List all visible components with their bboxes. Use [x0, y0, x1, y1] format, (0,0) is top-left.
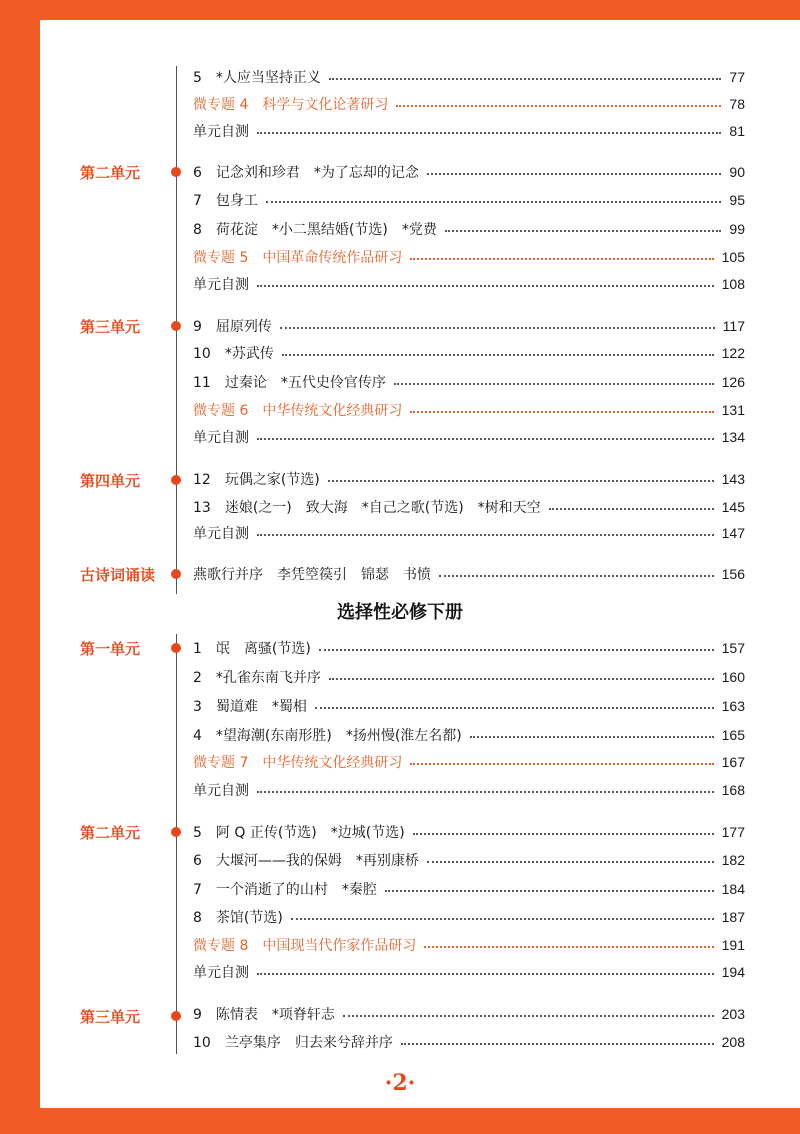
toc-entry[interactable]: [193, 696, 745, 716]
toc-entry-page: 122: [721, 345, 745, 361]
toc-entry[interactable]: [193, 907, 745, 927]
toc-entry-page: 77: [729, 69, 745, 85]
unit-label: 第一单元: [80, 639, 141, 658]
dot-leader: [424, 946, 713, 948]
toc-entry[interactable]: [193, 219, 745, 239]
toc-entry-page: 184: [721, 881, 745, 897]
unit-marker-dot: [171, 643, 181, 653]
toc-entry-title: 5 阿 Q 正传(节选) *边城(节选): [193, 825, 405, 841]
toc-entry[interactable]: [193, 247, 745, 267]
toc-entry[interactable]: [193, 67, 745, 87]
unit-label: 第四单元: [80, 471, 141, 490]
dot-leader: [410, 763, 713, 765]
unit-marker-dot: [171, 475, 181, 485]
toc-entry-title: 微专题 4 科学与文化论著研习: [193, 97, 389, 113]
dot-leader: [257, 534, 714, 536]
dot-leader: [410, 258, 713, 260]
toc-entry-page: 78: [729, 96, 745, 112]
toc-entry-title: 4 *望海潮(东南形胜) *扬州慢(淮左名都): [193, 728, 462, 744]
toc-entry-page: 187: [721, 909, 745, 925]
toc-entry-page: 163: [721, 698, 745, 714]
dot-leader: [329, 678, 714, 680]
unit-marker-dot: [171, 167, 181, 177]
toc-entry-page: 81: [729, 123, 745, 139]
toc-entry[interactable]: [193, 667, 745, 687]
section-title: 选择性必修下册: [337, 602, 463, 623]
toc-entry[interactable]: [193, 935, 745, 955]
dot-leader: [319, 649, 714, 651]
toc-entry-title: 12 玩偶之家(节选): [193, 472, 320, 488]
dot-leader: [257, 132, 721, 134]
unit-marker-dot: [171, 321, 181, 331]
toc-entry[interactable]: [193, 469, 745, 489]
toc-entry-title: 8 茶馆(节选): [193, 910, 283, 926]
toc-entry[interactable]: [193, 564, 745, 584]
toc-entry[interactable]: [193, 400, 745, 420]
toc-entry-page: 156: [721, 566, 745, 582]
toc-entry-title: 微专题 7 中华传统文化经典研习: [193, 755, 403, 771]
toc-entry-page: 145: [721, 499, 745, 515]
toc-entry-page: 208: [721, 1034, 745, 1050]
toc-entry-page: 117: [722, 318, 745, 334]
toc-entry-page: 191: [721, 937, 745, 953]
toc-entry-page: 167: [721, 754, 745, 770]
dot-leader: [257, 791, 714, 793]
dot-leader: [257, 438, 714, 440]
toc-entry[interactable]: [193, 1004, 745, 1024]
unit-marker-dot: [171, 569, 181, 579]
toc-entry[interactable]: [193, 343, 745, 363]
toc-entry-page: 131: [721, 402, 745, 418]
toc-entry-title: 6 大堰河——我的保姆 *再别康桥: [193, 853, 419, 869]
toc-entry-page: 90: [729, 164, 745, 180]
toc-entry-page: 194: [721, 964, 745, 980]
toc-entry-title: 7 一个消逝了的山村 *秦腔: [193, 882, 377, 898]
toc-entry-title: 8 荷花淀 *小二黑结婚(节选) *党费: [193, 222, 437, 238]
page-number: ·2·: [384, 1070, 416, 1096]
toc-entry-page: 165: [721, 727, 745, 743]
toc-entry-page: 126: [721, 374, 745, 390]
toc-entry[interactable]: [193, 190, 745, 210]
unit-label: 古诗词诵读: [80, 565, 156, 584]
toc-entry-page: 168: [721, 782, 745, 798]
toc-entry-title: 10 *苏武传: [193, 346, 274, 362]
toc-entry-page: 177: [721, 824, 745, 840]
toc-entry-title: 10 兰亭集序 归去来兮辞并序: [193, 1035, 393, 1051]
dot-leader: [385, 890, 714, 892]
toc-entry[interactable]: [193, 372, 745, 392]
toc-entry-title: 微专题 8 中国现当代作家作品研习: [193, 938, 417, 954]
toc-entry-title: 2 *孔雀东南飞并序: [193, 670, 321, 686]
dot-leader: [427, 173, 722, 175]
toc-entry-title: 9 屈原列传: [193, 319, 272, 335]
dot-leader: [445, 230, 722, 232]
toc-entry-title: 3 蜀道难 *蜀相: [193, 699, 307, 715]
dot-leader: [282, 354, 714, 356]
toc-entry-title: 微专题 6 中华传统文化经典研习: [193, 403, 403, 419]
toc-entry[interactable]: [193, 725, 745, 745]
dot-leader: [394, 383, 714, 385]
toc-entry-page: 105: [721, 249, 745, 265]
dot-leader: [549, 508, 714, 510]
toc-entry[interactable]: [193, 822, 745, 842]
toc-entry[interactable]: [193, 879, 745, 899]
dot-leader: [328, 480, 714, 482]
toc-entry[interactable]: [193, 497, 745, 517]
toc-entry-page: 203: [721, 1006, 745, 1022]
toc-entry[interactable]: [193, 962, 745, 982]
dot-leader: [401, 1043, 714, 1045]
toc-entry-page: 134: [721, 429, 745, 445]
toc-entry[interactable]: [193, 121, 745, 141]
dot-leader: [413, 833, 714, 835]
toc-entry[interactable]: [193, 427, 745, 447]
dot-leader: [280, 327, 715, 329]
unit-marker-dot: [171, 1011, 181, 1021]
dot-leader: [439, 575, 714, 577]
toc-entry-title: 单元自测: [193, 124, 249, 140]
dot-leader: [329, 78, 722, 80]
dot-leader: [315, 707, 714, 709]
toc-entry-page: 95: [729, 192, 745, 208]
toc-entry[interactable]: [193, 523, 745, 543]
toc-entry-page: 182: [721, 852, 745, 868]
toc-entry-page: 157: [721, 640, 745, 656]
dot-leader: [396, 105, 721, 107]
unit-label: 第二单元: [80, 163, 141, 182]
dot-leader: [257, 285, 714, 287]
toc-entry[interactable]: [193, 316, 745, 336]
toc-entry-title: 微专题 5 中国革命传统作品研习: [193, 250, 403, 266]
toc-entry-title: 单元自测: [193, 277, 249, 293]
dot-leader: [410, 411, 713, 413]
dot-leader: [427, 861, 714, 863]
toc-entry-title: 5 *人应当坚持正义: [193, 70, 321, 86]
toc-entry-page: 108: [721, 276, 745, 292]
toc-entry[interactable]: [193, 162, 745, 182]
toc-entry-page: 147: [721, 525, 745, 541]
toc-entry[interactable]: [193, 94, 745, 114]
unit-label: 第三单元: [80, 317, 141, 336]
toc-entry-title: 7 包身工: [193, 193, 258, 209]
toc-entry[interactable]: [193, 274, 745, 294]
toc-entry-title: 13 迷娘(之一) 致大海 *自己之歌(节选) *树和天空: [193, 500, 541, 516]
toc-entry-title: 11 过秦论 *五代史伶官传序: [193, 375, 386, 391]
toc-entry-title: 燕歌行并序 李凭箜篌引 锦瑟 书愤: [193, 567, 431, 583]
toc-timeline-lower: [176, 634, 177, 1054]
toc-entry-page: 143: [721, 471, 745, 487]
toc-entry[interactable]: [193, 850, 745, 870]
toc-entry-title: 单元自测: [193, 430, 249, 446]
unit-label: 第三单元: [80, 1007, 141, 1026]
dot-leader: [291, 918, 714, 920]
toc-entry-page: 99: [729, 221, 745, 237]
toc-entry-title: 6 记念刘和珍君 *为了忘却的记念: [193, 165, 419, 181]
dot-leader: [343, 1015, 714, 1017]
toc-entry-page: 160: [721, 669, 745, 685]
toc-entry-title: 单元自测: [193, 965, 249, 981]
toc-entry-title: 1 氓 离骚(节选): [193, 641, 311, 657]
dot-leader: [257, 973, 714, 975]
toc-entry[interactable]: [193, 638, 745, 658]
toc-entry[interactable]: [193, 1032, 745, 1052]
toc-entry[interactable]: [193, 780, 745, 800]
dot-leader: [266, 201, 722, 203]
unit-marker-dot: [171, 827, 181, 837]
toc-entry-title: 单元自测: [193, 526, 249, 542]
toc-entry-title: 9 陈情表 *项脊轩志: [193, 1007, 335, 1023]
toc-entry-title: 单元自测: [193, 783, 249, 799]
unit-label: 第二单元: [80, 823, 141, 842]
toc-entry[interactable]: [193, 752, 745, 772]
dot-leader: [470, 736, 714, 738]
